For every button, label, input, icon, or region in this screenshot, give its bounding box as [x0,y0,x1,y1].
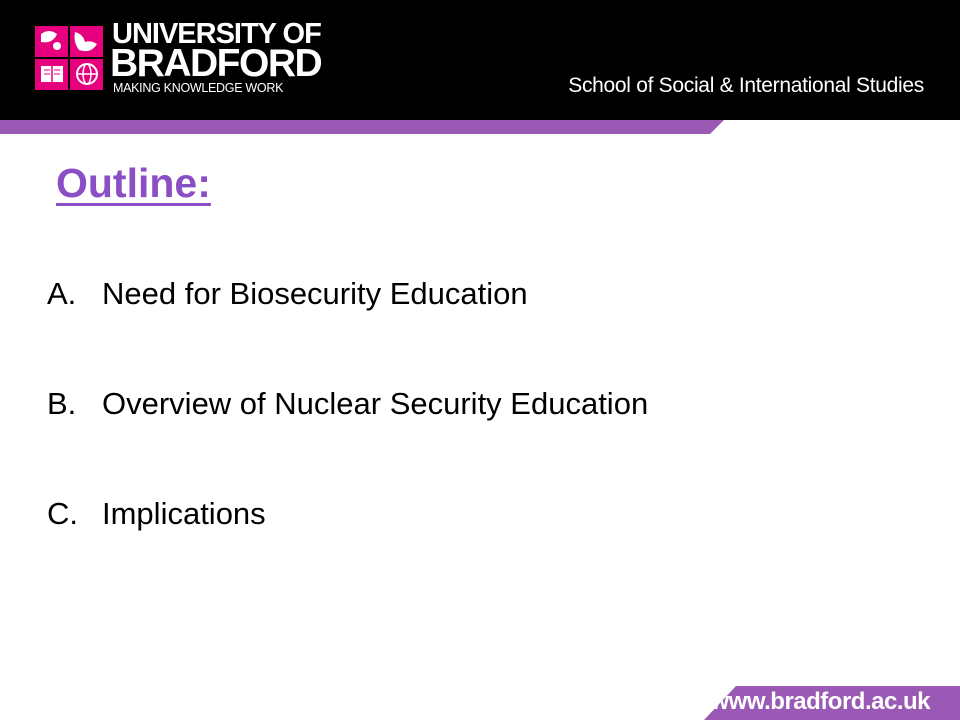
university-tagline: MAKING KNOWLEDGE WORK [113,81,284,95]
website-url-link[interactable]: www.bradford.ac.uk [710,688,930,715]
slide-title: Outline: [56,160,211,206]
university-crest-icon [33,24,105,92]
outline-item-letter: C. [47,496,78,531]
header-accent-band [0,120,960,134]
school-name: School of Social & International Studies [568,74,924,97]
outline-item-text: Need for Biosecurity Education [102,276,528,311]
outline-item-letter: B. [47,386,77,421]
university-name-line2: BRADFORD [110,42,322,85]
university-name-line1: UNIVERSITY OF [112,18,321,50]
outline-item-letter: A. [47,276,77,311]
outline-item-text: Overview of Nuclear Security Education [102,386,649,421]
outline-item-text: Implications [102,496,266,531]
header-bar [0,0,960,120]
